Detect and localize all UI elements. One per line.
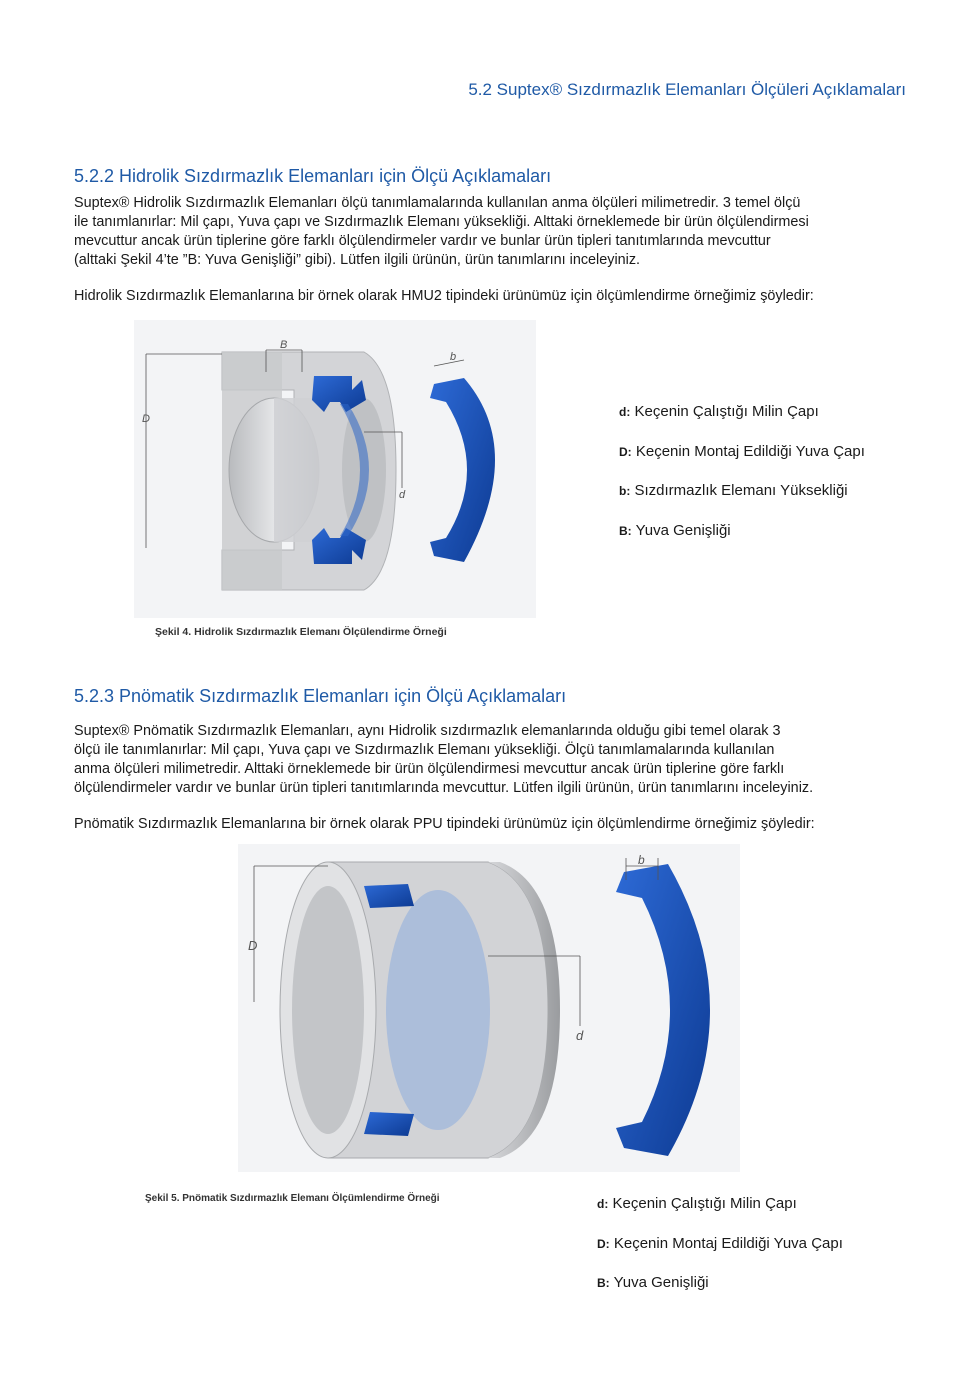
- example-intro-hydraulic: Hidrolik Sızdırmazlık Elemanlarına bir örnek olarak HMU2 tipindeki ürünümüz için ölçümlendirme örneğimiz şöyledir:: [74, 288, 814, 304]
- section-heading-hydraulic: 5.2.2 Hidrolik Sızdırmazlık Elemanları için Ölçü Açıklamaları: [74, 166, 552, 186]
- figure-hydraulic-seal: [134, 320, 536, 618]
- legend-item-d: d: Keçenin Çalıştığı Milin Çapı: [619, 403, 819, 420]
- paragraph-line: (alttaki Şekil 4’te ”B: Yuva Genişliği” gibi). Lütfen ilgili ürünün, ürün tanımlarını inceleyiniz.: [74, 252, 641, 268]
- example-intro-pneumatic: Pnömatik Sızdırmazlık Elemanlarına bir örnek olarak PPU tipindeki ürünümüz için ölçümlendirme örneğimiz şöyledir:: [74, 816, 815, 832]
- legend-item-b: b: Sızdırmazlık Elemanı Yüksekliği: [619, 482, 848, 499]
- paragraph-line: ölçülendirmeler vardır ve bunlar ürün tipleri tanıtımlarında mevcuttur. Lütfen ilgili ürünün, ürün tanımlarını inceleyiniz.: [74, 780, 814, 796]
- paragraph-line: mevcuttur ancak ürün tiplerine göre farklı ölçülendirmeler vardır ve bunlar ürün tipleri tanıtımlarında mevcuttur: [74, 233, 771, 249]
- paragraph-line: ile tanımlanırlar: Mil çapı, Yuva çapı ve Sızdırmazlık Elemanı yüksekliği. Alttaki örneklemede bir ürün ölçülendirmesi: [74, 214, 809, 230]
- legend-item-B: B: Yuva Genişliği: [619, 522, 731, 539]
- figure-label-b: b: [638, 853, 645, 867]
- paragraph-line: Suptex® Pnömatik Sızdırmazlık Elemanları, aynı Hidrolik sızdırmazlık elemanlarında olduğu gibi temel olarak 3: [74, 723, 781, 739]
- legend-item-D: D: Keçenin Montaj Edildiği Yuva Çapı: [597, 1235, 843, 1252]
- figure-label-d: d: [399, 489, 406, 501]
- figure-label-b: b: [450, 351, 457, 363]
- figure-label-B: B: [280, 339, 288, 351]
- paragraph-line: Suptex® Hidrolik Sızdırmazlık Elemanları ölçü tanımlamalarında kullanılan anma ölçüleri milimetredir. 3 temel ölçü: [74, 195, 801, 211]
- figure-label-d: d: [576, 1028, 584, 1043]
- legend-item-B: B: Yuva Genişliği: [597, 1274, 709, 1291]
- figure-caption-pneumatic: Şekil 5. Pnömatik Sızdırmazlık Elemanı Ölçümlendirme Örneği: [145, 1193, 440, 1204]
- paragraph-line: anma ölçüleri milimetredir. Alttaki örneklemede bir ürün ölçülendirmesi mevcuttur ancak ürün tiplerine göre farklı: [74, 761, 785, 777]
- paragraph-line: ölçü ile tanımlanırlar: Mil çapı, Yuva çapı ve Sızdırmazlık Elemanı yüksekliği. Ölçü tanımlamalarında kullanılan: [74, 742, 775, 758]
- section-heading-pneumatic: 5.2.3 Pnömatik Sızdırmazlık Elemanları için Ölçü Açıklamaları: [74, 686, 567, 706]
- section-paragraph-pneumatic: [74, 722, 904, 798]
- figure-pneumatic-seal: [238, 844, 740, 1172]
- legend-item-D: D: Keçenin Montaj Edildiği Yuva Çapı: [619, 443, 865, 460]
- section-paragraph-hydraulic: [74, 194, 904, 270]
- figure-label-D: D: [248, 938, 258, 953]
- hydraulic-seal-illustration: [134, 320, 536, 618]
- pneumatic-seal-illustration: [238, 844, 740, 1172]
- page-header-title: 5.2 Suptex® Sızdırmazlık Elemanları Ölçüleri Açıklamaları: [468, 80, 906, 99]
- legend-item-d: d: Keçenin Çalıştığı Milin Çapı: [597, 1195, 797, 1212]
- figure-caption-hydraulic: Şekil 4. Hidrolik Sızdırmazlık Elemanı Ölçülendirme Örneği: [155, 626, 447, 638]
- figure-label-D: D: [142, 413, 150, 425]
